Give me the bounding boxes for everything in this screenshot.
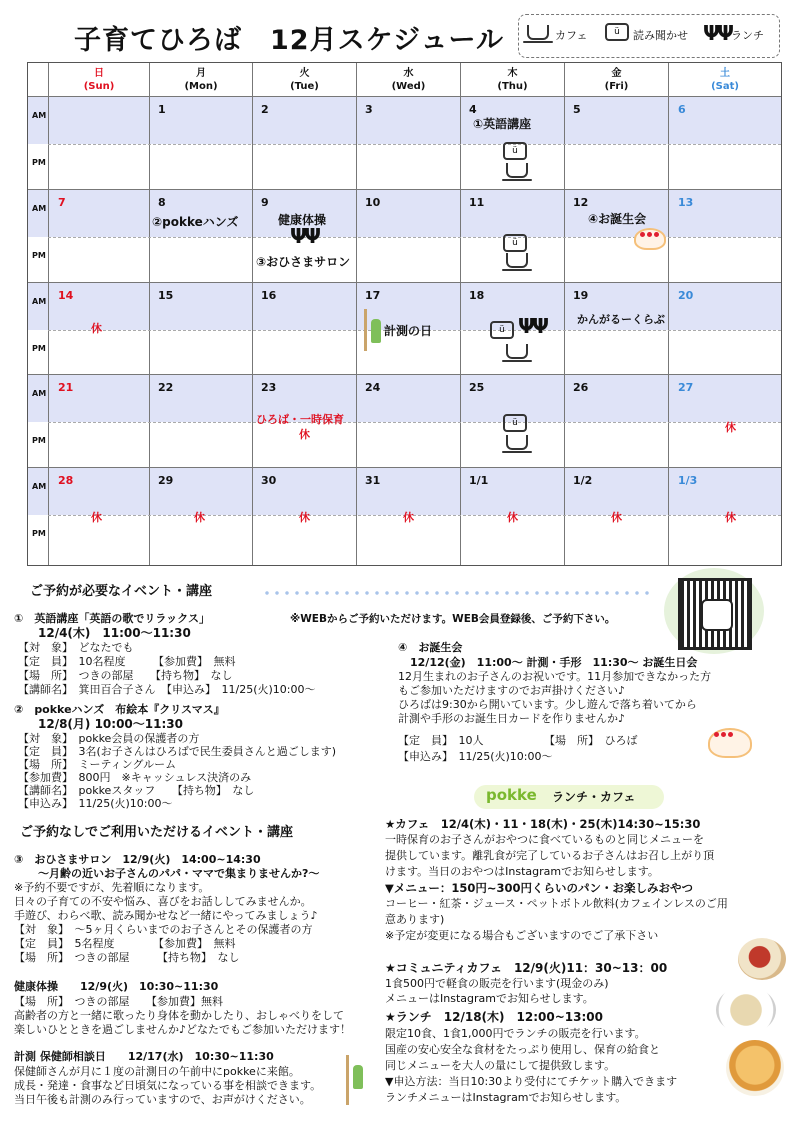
holiday-mark: 休 xyxy=(194,511,205,524)
event-ohisama: ③おひさまサロン xyxy=(256,255,351,269)
cup-icon xyxy=(506,435,528,454)
day-number: 1/1 xyxy=(469,474,489,487)
legend xyxy=(518,14,780,58)
day-number: 27 xyxy=(678,381,694,394)
calendar xyxy=(27,62,782,566)
day-number: 30 xyxy=(261,474,277,487)
community-cafe-title: ★コミュニティカフェ 12/9(火)11：30~13：00 xyxy=(385,961,668,975)
event3-sub: ～月齢の近いお子さんのパパ・ママで集まりませんか?～ xyxy=(38,867,320,880)
day-number: 1/3 xyxy=(678,474,698,487)
event1-date: 12/4(木) 11:00～11:30 xyxy=(38,626,191,640)
am-label: AM xyxy=(32,389,47,398)
event-kenko: 健康体操 xyxy=(278,213,327,227)
event-english: ①英語講座 xyxy=(473,117,532,131)
fork-spoon-icon: ΨΨ xyxy=(703,21,731,45)
noreserve-heading: ご予約なしでご利用いただけるイベント・講座 xyxy=(20,825,294,840)
fork-spoon-icon: ΨΨ xyxy=(518,314,546,338)
day-number: 17 xyxy=(365,289,381,302)
legend-cafe: カフェ xyxy=(555,29,588,42)
day-number: 25 xyxy=(469,381,485,394)
event2-date: 12/8(月) 10:00～11:30 xyxy=(38,717,183,731)
day-number: 6 xyxy=(678,103,686,116)
event-ichiji: ひろば・一時保育 xyxy=(256,413,344,426)
web-note: ※WEBからご予約いただけます。WEB会員登録後、ご予約下さい。 xyxy=(290,613,616,625)
page-title: 子育てひろば 12月スケジュール xyxy=(74,25,504,56)
cup-icon xyxy=(506,344,528,363)
event3-line: 手遊び、わらべ歌、読み聞かせなど一緒にやってみましょう♪ xyxy=(14,909,318,922)
holiday-mark: 休 xyxy=(299,428,310,441)
day-number: 1 xyxy=(158,103,166,116)
event-keisoku: 計測の日 xyxy=(384,324,433,338)
day-number: 22 xyxy=(158,381,174,394)
menu-title: ▼メニュー：150円~300円くらいのパン・お楽しみおやつ xyxy=(385,881,693,895)
reserve-heading: ご予約が必要なイベント・講座 xyxy=(30,584,213,599)
day-number: 10 xyxy=(365,196,381,209)
cafe-line: けます。当日のおやつはInstagramでお知らせします。 xyxy=(385,865,659,878)
event-birthday: ④お誕生会 xyxy=(588,212,647,226)
book-icon: ü xyxy=(490,317,514,339)
book-icon: ü xyxy=(503,138,527,160)
lunchcafe-heading: ランチ・カフェ xyxy=(552,790,636,804)
event4-line: 【申込み】 11/25(火)10:00～ xyxy=(398,750,553,763)
kenko-line: 【場 所】 つきの部屋 【参加費】無料 xyxy=(14,995,223,1008)
qr-code[interactable] xyxy=(678,578,752,650)
header-wed: 水 (Wed) xyxy=(391,68,426,92)
keisoku-title: 計測 保健師相談日 12/17(水) 10:30~11:30 xyxy=(14,1050,274,1063)
event3-line: 【定 員】 5名程度 【参加費】 無料 xyxy=(14,937,236,950)
holiday-mark: 休 xyxy=(507,511,518,524)
holiday-mark: 休 xyxy=(725,511,736,524)
event2-line: 【講師名】 pokkeスタッフ 【持ち物】 なし xyxy=(18,784,255,797)
menu-line: 意あります) xyxy=(385,913,445,926)
header-sun: 日 (Sun) xyxy=(83,68,115,92)
event3-line: 日々の子育ての不安や悩み、喜びをお話ししてみませんか。 xyxy=(14,895,312,908)
header-fri: 金 (Fri) xyxy=(604,68,629,92)
brand-logo: pokke xyxy=(486,786,537,804)
menu-line: コーヒー・紅茶・ジュース・ペットボトル飲料(カフェインレスのご用 xyxy=(385,897,728,910)
day-number: 9 xyxy=(261,196,269,209)
bread-photo xyxy=(726,1040,784,1096)
kenko-line: 楽しいひとときを過ごしませんか♪どなたでもご参加いただけます！ xyxy=(14,1023,352,1036)
lunch-line: ランチメニューはInstagramでお知らせします。 xyxy=(385,1091,627,1104)
book-icon: ü xyxy=(605,23,629,41)
day-number: 29 xyxy=(158,474,174,487)
day-number: 28 xyxy=(58,474,74,487)
am-label: AM xyxy=(32,204,47,213)
event4-title: ④ お誕生会 xyxy=(398,641,463,654)
keisoku-line: 保健師さんが月に１度の計測日の午前中にpokkeに来館。 xyxy=(14,1065,300,1078)
holiday-mark: 休 xyxy=(91,322,102,335)
dessert-photo xyxy=(738,938,786,980)
day-number: 14 xyxy=(58,289,74,302)
pm-label: PM xyxy=(32,251,46,260)
pm-label: PM xyxy=(32,344,46,353)
book-icon: ü xyxy=(503,230,527,252)
event2-line: 【場 所】 ミーティングルーム xyxy=(18,758,177,771)
day-number: 13 xyxy=(678,196,694,209)
day-number: 20 xyxy=(678,289,694,302)
event1-line: 【定 員】 10名程度 【参加費】 無料 xyxy=(18,655,236,668)
event1-line: 【講師名】 箕田百合子さん 【申込み】 11/25(火)10:00～ xyxy=(18,683,316,696)
event2-line: 【参加費】 800円 ※キャッシュレス決済のみ xyxy=(18,771,252,784)
day-number: 21 xyxy=(58,381,74,394)
event4-line: 【定 員】 10人 【場 所】 ひろば xyxy=(398,734,638,747)
header-thu: 木 (Thu) xyxy=(497,68,528,92)
keisoku-line: 当日午後も計測のみ行っていますので、お声がけください。 xyxy=(14,1093,311,1106)
lunch-line: ▼申込方法：当日10:30より受付にてチケット購入できます xyxy=(385,1075,678,1088)
decor-stars xyxy=(262,590,652,596)
holiday-mark: 休 xyxy=(299,511,310,524)
legend-lunch: ランチ xyxy=(731,29,764,42)
measure-icon xyxy=(364,309,383,351)
header-sat: 土 (Sat) xyxy=(711,68,739,92)
header-mon: 月 (Mon) xyxy=(184,68,218,92)
kenko-title: 健康体操 12/9(火) 10:30~11:30 xyxy=(14,980,219,993)
day-number: 4 xyxy=(469,103,477,116)
day-number: 2 xyxy=(261,103,269,116)
event4-line: 12月生まれのお子さんのお祝いです。11月参加できなかった方 xyxy=(398,670,712,683)
holiday-mark: 休 xyxy=(403,511,414,524)
event2-title: ② pokkeハンズ 布絵本『クリスマス』 xyxy=(14,703,225,716)
book-icon: ü xyxy=(503,410,527,432)
community-cafe-line: 1食500円で軽食の販売を行います(現金のみ) xyxy=(385,977,609,990)
am-label: AM xyxy=(32,482,47,491)
cafe-line: 提供しています。離乳食が完了しているお子さんはお召し上がり頂 xyxy=(385,849,715,862)
am-label: AM xyxy=(32,297,47,306)
day-number: 24 xyxy=(365,381,381,394)
cup-icon xyxy=(527,25,549,43)
day-number: 26 xyxy=(573,381,589,394)
event3-line: ※予約不要ですが、先着順になります。 xyxy=(14,881,210,894)
cafe-title: ★カフェ 12/4(木)・11・18(木)・25(木)14:30~15:30 xyxy=(385,817,701,831)
event4-line: ひろばは9:30から開いています。少し遊んで落ち着いてから xyxy=(398,698,697,711)
day-number: 8 xyxy=(158,196,166,209)
header-tue: 火 (Tue) xyxy=(290,68,319,92)
event3-title: ③ おひさまサロン 12/9(火) 14:00~14:30 xyxy=(14,853,261,866)
holiday-mark: 休 xyxy=(91,511,102,524)
measure-icon xyxy=(346,1055,365,1105)
day-number: 19 xyxy=(573,289,589,302)
cup-icon xyxy=(506,253,528,272)
day-number: 18 xyxy=(469,289,485,302)
cake-icon xyxy=(634,228,666,250)
day-number: 15 xyxy=(158,289,174,302)
am-label: AM xyxy=(32,111,47,120)
lunch-plate-photo xyxy=(716,986,776,1034)
day-number: 31 xyxy=(365,474,381,487)
event4-date: 12/12(金) 11:00～ 計測・手形 11:30～ お誕生日会 xyxy=(410,656,698,669)
day-number: 3 xyxy=(365,103,373,116)
legend-reading: 読み聞かせ xyxy=(633,29,688,42)
community-cafe-line: メニューはInstagramでお知らせします。 xyxy=(385,992,594,1005)
event1-line: 【場 所】 つきの部屋 【持ち物】 なし xyxy=(18,669,233,682)
event2-line: 【申込み】 11/25(火)10:00～ xyxy=(18,797,173,810)
fork-spoon-icon: ΨΨ xyxy=(290,224,318,248)
lunch-title: ★ランチ 12/18(木) 12:00~13:00 xyxy=(385,1010,603,1024)
lunch-line: 同じメニューを大人の量にして提供致します。 xyxy=(385,1059,616,1072)
day-number: 11 xyxy=(469,196,485,209)
day-number: 16 xyxy=(261,289,277,302)
holiday-mark: 休 xyxy=(725,421,736,434)
kenko-line: 高齢者の方と一緒に歌ったり身体を動かしたり、おしゃべりをして xyxy=(14,1009,344,1022)
cafe-line: 一時保育のお子さんがおやつに食べているものと同じメニューを xyxy=(385,833,704,846)
cup-icon xyxy=(506,163,528,182)
day-number: 1/2 xyxy=(573,474,593,487)
menu-line: ※予定が変更になる場合もございますのでご了承下さい xyxy=(385,929,659,942)
lunch-line: 限定10食、1食1,000円でランチの販売を行います。 xyxy=(385,1027,646,1040)
event-pokke-hands: ②pokkeハンズ xyxy=(152,215,239,229)
pm-label: PM xyxy=(32,158,46,167)
lunch-line: 国産の安心安全な食材をたっぷり使用し、保育の給食と xyxy=(385,1043,660,1056)
event1-title: ① 英語講座「英語の歌でリラックス」 xyxy=(14,612,210,625)
event3-line: 【場 所】 つきの部屋 【持ち物】 なし xyxy=(14,951,240,964)
event1-line: 【対 象】 どなたでも xyxy=(18,641,134,654)
cake-icon xyxy=(708,728,752,758)
event4-line: 計測や手形のお誕生日カードを作りませんか♪ xyxy=(398,712,626,725)
event2-line: 【定 員】 3名(お子さんはひろばで民生委員さんと過ごします) xyxy=(18,745,337,758)
day-number: 5 xyxy=(573,103,581,116)
pm-label: PM xyxy=(32,436,46,445)
day-number: 23 xyxy=(261,381,277,394)
event-kangaru: かんがるーくらぶ xyxy=(577,313,665,326)
event2-line: 【対 象】 pokke会員の保護者の方 xyxy=(18,732,200,745)
pm-label: PM xyxy=(32,529,46,538)
day-number: 12 xyxy=(573,196,589,209)
event3-line: 【対 象】 ～5ヶ月くらいまでのお子さんとその保護者の方 xyxy=(14,923,313,936)
day-number: 7 xyxy=(58,196,66,209)
event4-line: もご参加いただけますのでお声掛けください♪ xyxy=(398,684,626,697)
holiday-mark: 休 xyxy=(611,511,622,524)
keisoku-line: 成長・発達・食事など日頃気になっている事を相談できます。 xyxy=(14,1079,322,1092)
